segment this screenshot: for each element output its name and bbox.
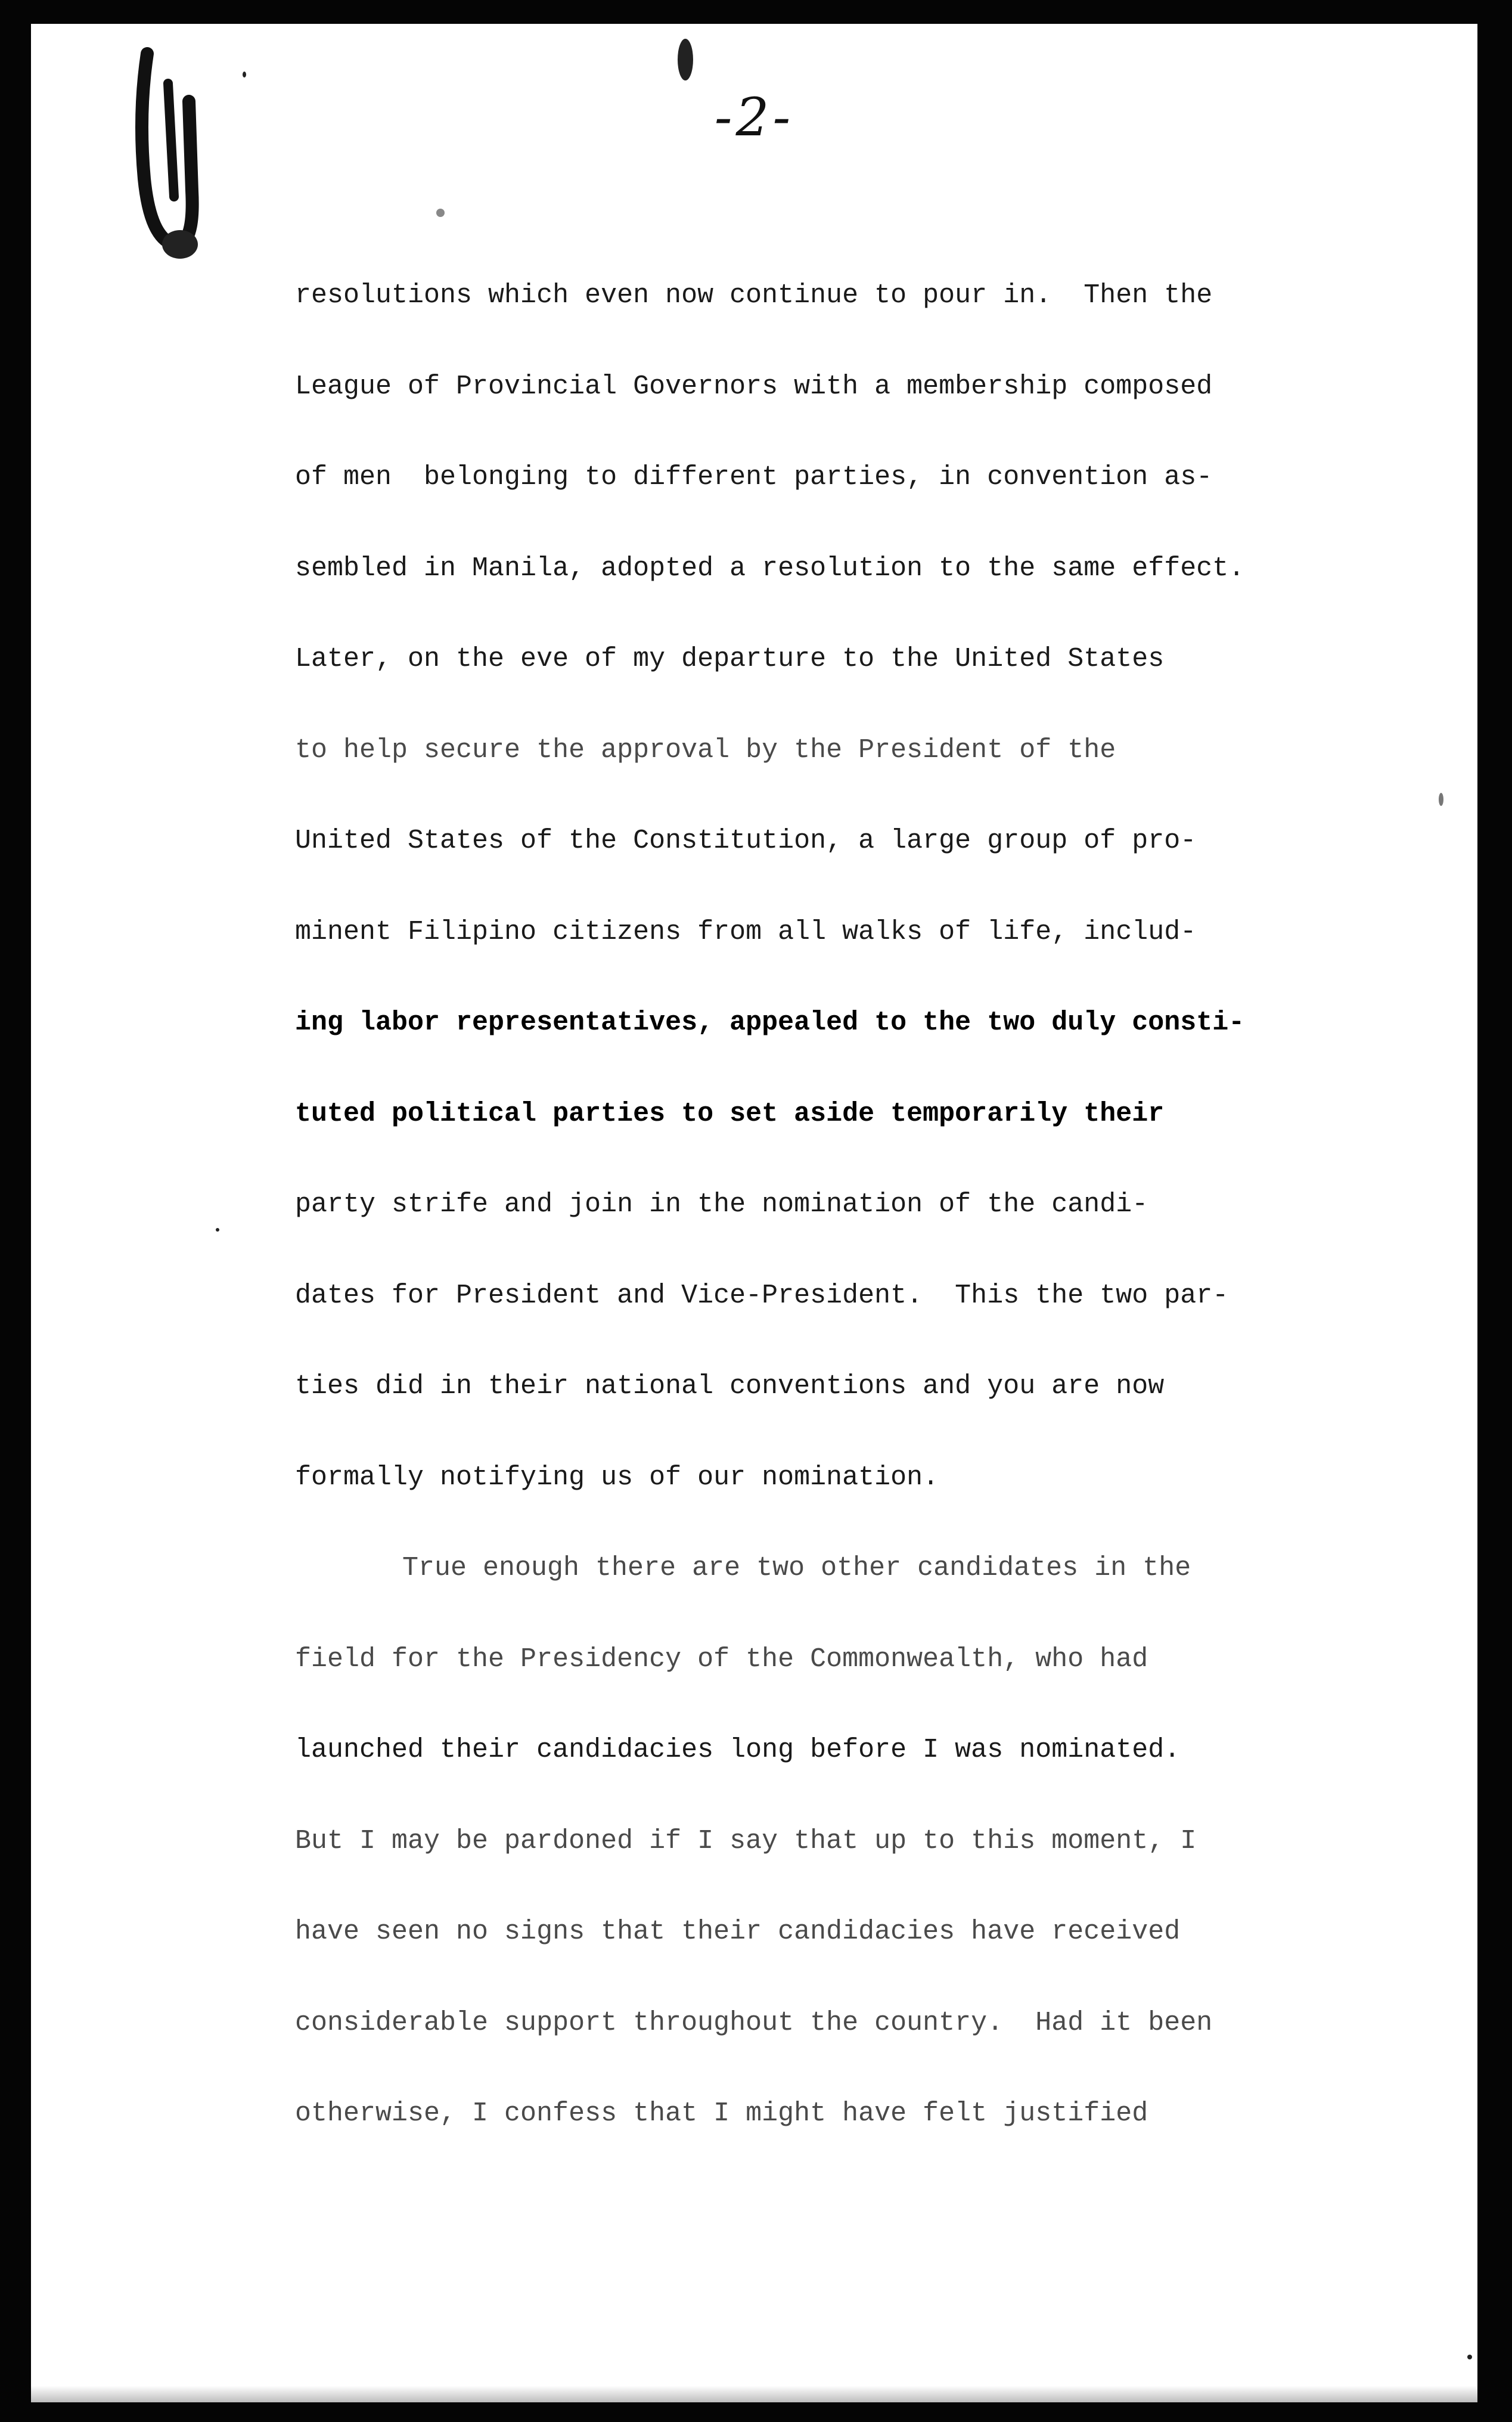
body-text (295, 250, 1415, 2160)
page-edge (31, 2386, 1477, 2402)
ink-speck (243, 72, 246, 77)
ink-speck (436, 209, 445, 217)
text-line: considerable support throughout the country. Had it been (295, 2007, 1213, 2038)
text-line: But I may be pardoned if I say that up to this moment, I (295, 1825, 1197, 1856)
text-line: resolutions which even now continue to pour in. Then the (295, 280, 1213, 311)
paper-clip-mark (132, 42, 204, 268)
page-number: -2- (714, 86, 794, 148)
ink-speck (1467, 2355, 1472, 2359)
text-line: to help secure the approval by the President of the (295, 734, 1116, 765)
text-line: ties did in their national conventions and you are now (295, 1371, 1165, 1401)
ink-speck (1439, 793, 1443, 806)
text-line: formally notifying us of our nomination. (295, 1462, 939, 1493)
text-line: otherwise, I confess that I might have felt justified (295, 2098, 1148, 2129)
text-line: of men belonging to different parties, in convention as- (295, 462, 1213, 492)
text-line: sembled in Manila, adopted a resolution to the same effect. (295, 553, 1245, 584)
text-line: have seen no signs that their candidacies have received (295, 1916, 1181, 1947)
text-line: party strife and join in the nomination of the candi- (295, 1189, 1148, 1220)
text-line: launched their candidacies long before I was nominated. (295, 1735, 1181, 1765)
text-line: League of Provincial Governors with a membership composed (295, 371, 1213, 402)
ink-speck (216, 1228, 219, 1232)
text-line: True enough there are two other candidates in the (402, 1553, 1191, 1583)
text-line: tuted political parties to set aside temporarily their (295, 1098, 1165, 1129)
text-line: United States of the Constitution, a large group of pro- (295, 826, 1197, 856)
text-line: field for the Presidency of the Commonwealth, who had (295, 1643, 1148, 1674)
text-line: Later, on the eve of my departure to the United States (295, 644, 1165, 674)
text-line: ing labor representatives, appealed to the two duly consti- (295, 1007, 1245, 1038)
text-line: dates for President and Vice-President. This the two par- (295, 1280, 1229, 1311)
text-line: minent Filipino citizens from all walks of life, includ- (295, 916, 1197, 947)
document-page (31, 24, 1477, 2402)
ink-speck (678, 39, 693, 80)
